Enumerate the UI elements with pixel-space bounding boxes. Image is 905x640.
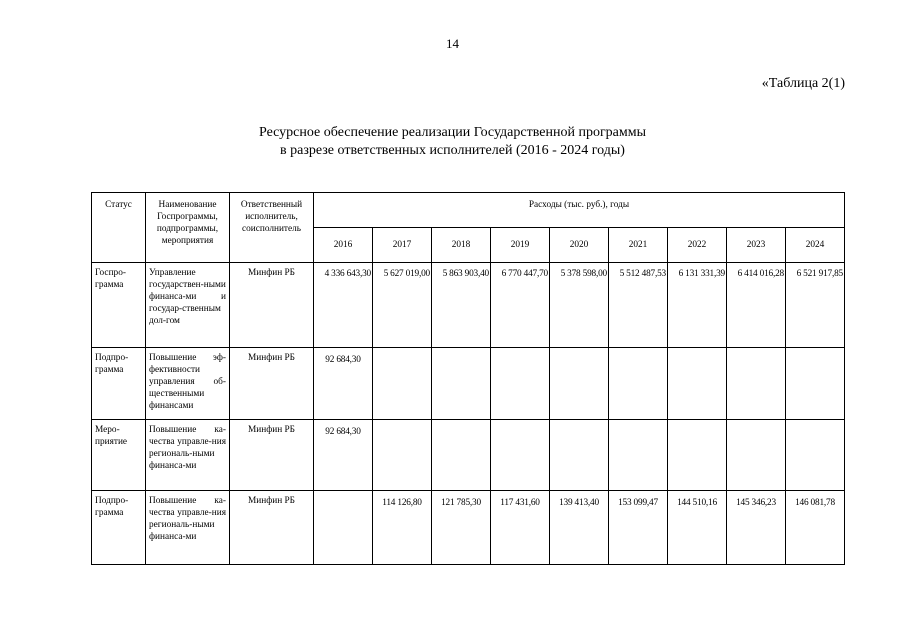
value-cell: 114 126,80 — [373, 491, 432, 565]
value-cell: 6 521 917,85 — [786, 263, 845, 348]
row-executor: Минфин РБ — [230, 420, 314, 491]
header-year: 2021 — [609, 228, 668, 263]
value-cell — [373, 420, 432, 491]
header-expenses: Расходы (тыс. руб.), годы — [314, 193, 845, 228]
value-cell: 6 414 016,28 — [727, 263, 786, 348]
header-year: 2019 — [491, 228, 550, 263]
value-cell: 153 099,47 — [609, 491, 668, 565]
value-cell — [727, 348, 786, 420]
value-cell: 145 346,23 — [727, 491, 786, 565]
value-cell: 117 431,60 — [491, 491, 550, 565]
value-cell: 5 627 019,00 — [373, 263, 432, 348]
row-executor: Минфин РБ — [230, 348, 314, 420]
value-cell: 4 336 643,30 — [314, 263, 373, 348]
value-cell: 139 413,40 — [550, 491, 609, 565]
title-line-2: в разрезе ответственных исполнителей (2016 - 2024 годы) — [280, 143, 625, 158]
row-status: Подпро-грамма — [92, 491, 146, 565]
row-name: Повышение ка-чества управле-ния региональ-ными финанса-ми — [146, 420, 230, 491]
header-year: 2023 — [727, 228, 786, 263]
header-year: 2018 — [432, 228, 491, 263]
row-executor: Минфин РБ — [230, 491, 314, 565]
page-number: 14 — [446, 36, 459, 51]
value-cell: 6 770 447,70 — [491, 263, 550, 348]
row-status: Госпро-грамма — [92, 263, 146, 348]
value-cell — [668, 420, 727, 491]
value-cell — [550, 420, 609, 491]
row-name: Повышение ка-чества управле-ния региональ-ными финанса-ми — [146, 491, 230, 565]
table-title — [0, 124, 905, 160]
value-cell — [550, 348, 609, 420]
value-cell — [668, 348, 727, 420]
value-cell — [432, 420, 491, 491]
row-status: Подпро-грамма — [92, 348, 146, 420]
value-cell — [786, 420, 845, 491]
table-row — [92, 491, 845, 565]
value-cell: 5 863 903,40 — [432, 263, 491, 348]
value-cell — [727, 420, 786, 491]
value-cell — [432, 348, 491, 420]
table-row — [92, 420, 845, 491]
table-row — [92, 263, 845, 348]
value-cell — [491, 348, 550, 420]
resource-table — [91, 192, 845, 565]
row-name: Управление государствен-ными финанса-ми и государ-ственным дол-гом — [146, 263, 230, 348]
value-cell — [786, 348, 845, 420]
value-cell: 5 512 487,53 — [609, 263, 668, 348]
header-year: 2022 — [668, 228, 727, 263]
value-cell: 92 684,30 — [314, 420, 373, 491]
value-cell — [609, 348, 668, 420]
value-cell: 5 378 598,00 — [550, 263, 609, 348]
header-status: Статус — [92, 193, 146, 263]
header-year: 2024 — [786, 228, 845, 263]
row-executor: Минфин РБ — [230, 263, 314, 348]
value-cell — [373, 348, 432, 420]
header-executor: Ответственный исполнитель, соисполнитель — [230, 193, 314, 263]
value-cell — [314, 491, 373, 565]
row-status: Меро-приятие — [92, 420, 146, 491]
value-cell — [491, 420, 550, 491]
value-cell: 121 785,30 — [432, 491, 491, 565]
table-reference: «Таблица 2(1) — [761, 76, 845, 91]
header-year: 2017 — [373, 228, 432, 263]
row-name: Повышение эф-фективности управления об-щественными финансами — [146, 348, 230, 420]
header-year: 2020 — [550, 228, 609, 263]
header-year: 2016 — [314, 228, 373, 263]
value-cell: 6 131 331,39 — [668, 263, 727, 348]
value-cell — [609, 420, 668, 491]
title-line-1: Ресурсное обеспечение реализации Государственной программы — [258, 125, 647, 140]
table-row — [92, 348, 845, 420]
value-cell: 146 081,78 — [786, 491, 845, 565]
value-cell: 144 510,16 — [668, 491, 727, 565]
value-cell: 92 684,30 — [314, 348, 373, 420]
header-name: Наименование Госпрограммы, подпрограммы, мероприятия — [146, 193, 230, 263]
